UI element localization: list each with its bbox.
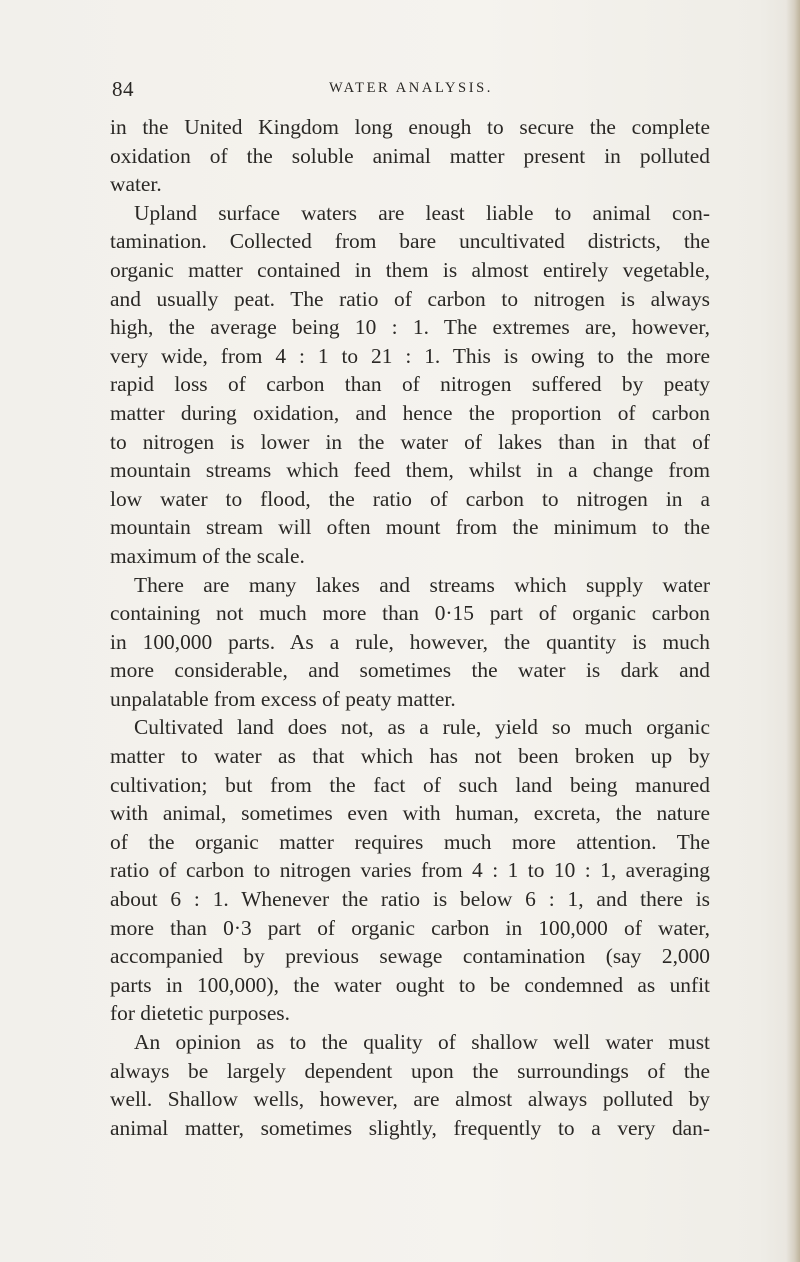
text-line: There are many lakes and streams which supply water (134, 572, 710, 597)
text-line: An opinion as to the quality of shallow well water must (134, 1030, 710, 1054)
text-line: mountain streams which feed them, whilst in a change from (110, 458, 710, 483)
text-line: matter to water as that which has not been broken up by (110, 744, 710, 769)
text-line: unpalatable from excess of peaty matter. (110, 686, 456, 711)
text-line: for dietetic purposes. (110, 1001, 290, 1026)
text-line: to nitrogen is lower in the water of lakes than in that of (110, 429, 710, 454)
text-line: well. Shallow wells, however, are almost always polluted by (110, 1087, 710, 1112)
text-line: rapid loss of carbon than of nitrogen suffered by peaty (110, 372, 710, 397)
text-line: maximum of the scale. (110, 543, 305, 568)
text-line: Upland surface waters are least liable to animal con- (134, 200, 710, 225)
text-line: matter during oxidation, and hence the proportion of carbon (110, 400, 710, 425)
body-text (110, 113, 710, 1142)
text-line: in 100,000 parts. As a rule, however, the quantity is much (110, 629, 710, 654)
text-line: of the organic matter requires much more attention. The (110, 829, 710, 854)
text-line: Cultivated land does not, as a rule, yield so much organic (134, 715, 710, 740)
text-line: tamination. Collected from bare uncultivated districts, the (110, 229, 710, 254)
running-head (112, 77, 710, 103)
text-line: cultivation; but from the fact of such land being manured (110, 772, 710, 797)
page-number: 84 (112, 77, 134, 101)
text-line: in the United Kingdom long enough to secure the complete (110, 115, 710, 139)
text-line: more considerable, and sometimes the water is dark and (110, 658, 710, 683)
text-line: ratio of carbon to nitrogen varies from 4 : 1 to 10 : 1, averaging (110, 858, 710, 883)
text-line: low water to flood, the ratio of carbon to nitrogen in a (110, 486, 710, 511)
text-line: high, the average being 10 : 1. The extremes are, however, (110, 315, 710, 340)
page-edge-shadow (786, 0, 800, 1262)
text-line: parts in 100,000), the water ought to be condemned as unfit (110, 972, 710, 997)
text-line: animal matter, sometimes slightly, frequently to a very dan- (110, 1115, 710, 1140)
running-title: WATER ANALYSIS. (328, 80, 494, 96)
text-line: accompanied by previous sewage contamination (say 2,000 (110, 944, 710, 969)
text-line: about 6 : 1. Whenever the ratio is below 6 : 1, and there is (110, 887, 710, 912)
text-line: containing not much more than 0·15 part of organic carbon (110, 601, 710, 626)
text-line: organic matter contained in them is almost entirely vegetable, (110, 257, 710, 282)
text-line: more than 0·3 part of organic carbon in 100,000 of water, (110, 915, 710, 940)
text-line: mountain stream will often mount from the minimum to the (110, 515, 710, 540)
text-line: always be largely dependent upon the surroundings of the (110, 1058, 710, 1083)
text-line: and usually peat. The ratio of carbon to nitrogen is always (110, 286, 710, 311)
text-line: water. (110, 172, 162, 197)
text-line: oxidation of the soluble animal matter present in polluted (110, 143, 710, 168)
text-line: with animal, sometimes even with human, excreta, the nature (110, 801, 710, 826)
text-line: very wide, from 4 : 1 to 21 : 1. This is owing to the more (110, 343, 710, 368)
